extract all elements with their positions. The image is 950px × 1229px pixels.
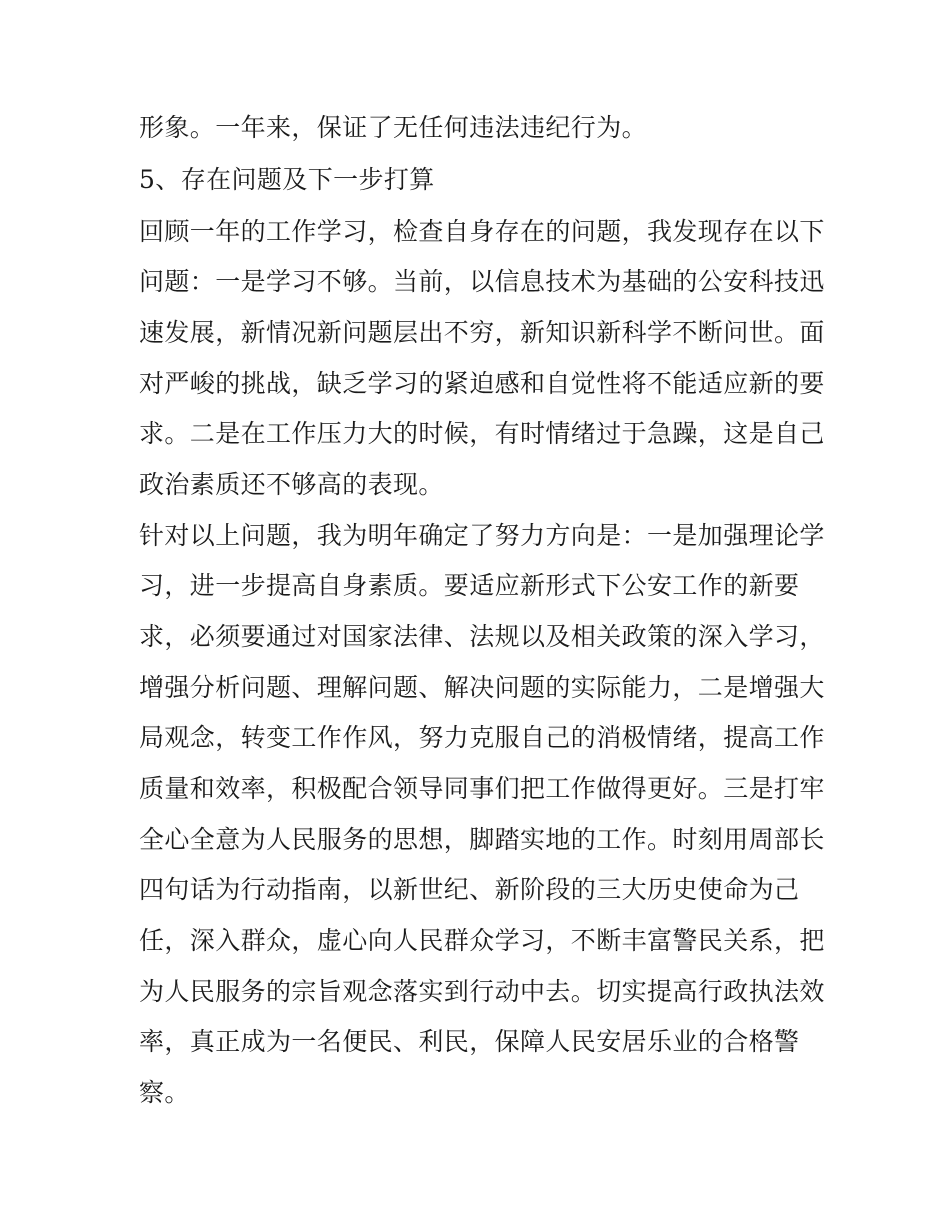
text-line: 形象。一年来，保证了无任何违法违纪行为。: [139, 113, 648, 142]
text-line: 察。: [139, 1078, 190, 1107]
text-line: 率，真正成为一名便民、利民，保障人民安居乐业的合格警: [139, 1027, 800, 1056]
text-line: 求，必须要通过对国家法律、法规以及相关政策的深入学习，: [139, 622, 825, 651]
text-line: 增强分析问题、理解问题、解决问题的实际能力，二是增强大: [139, 673, 825, 702]
text-line: 任，深入群众，虚心向人民群众学习，不断丰富警民关系，把: [139, 926, 825, 955]
text-line: 为人民服务的宗旨观念落实到行动中去。切实提高行政执法效: [139, 977, 825, 1006]
text-line: 针对以上问题，我为明年确定了努力方向是：一是加强理论学: [139, 521, 825, 550]
text-line: 质量和效率，积极配合领导同事们把工作做得更好。三是打牢: [139, 774, 825, 803]
text-line: 问题：一是学习不够。当前，以信息技术为基础的公安科技迅: [139, 267, 825, 296]
text-line: 全心全意为人民服务的思想，脚踏实地的工作。时刻用周部长: [139, 825, 825, 854]
text-line: 求。二是在工作压力大的时候，有时情绪过于急躁，这是自己: [139, 419, 825, 448]
text-line: 速发展，新情况新问题层出不穷，新知识新科学不断问世。面: [139, 318, 825, 347]
text-line: 四句话为行动指南，以新世纪、新阶段的三大历史使命为己: [139, 875, 800, 904]
text-line: 对严峻的挑战，缺乏学习的紧迫感和自觉性将不能适应新的要: [139, 369, 825, 398]
section-heading: 5、存在问题及下一步打算: [139, 165, 435, 194]
text-line: 回顾一年的工作学习，检查自身存在的问题，我发现存在以下: [139, 217, 825, 246]
text-line: 政治素质还不够高的表现。: [139, 470, 444, 499]
text-line: 局观念，转变工作作风，努力克服自己的消极情绪，提高工作: [139, 723, 825, 752]
text-line: 习，进一步提高自身素质。要适应新形式下公安工作的新要: [139, 571, 800, 600]
